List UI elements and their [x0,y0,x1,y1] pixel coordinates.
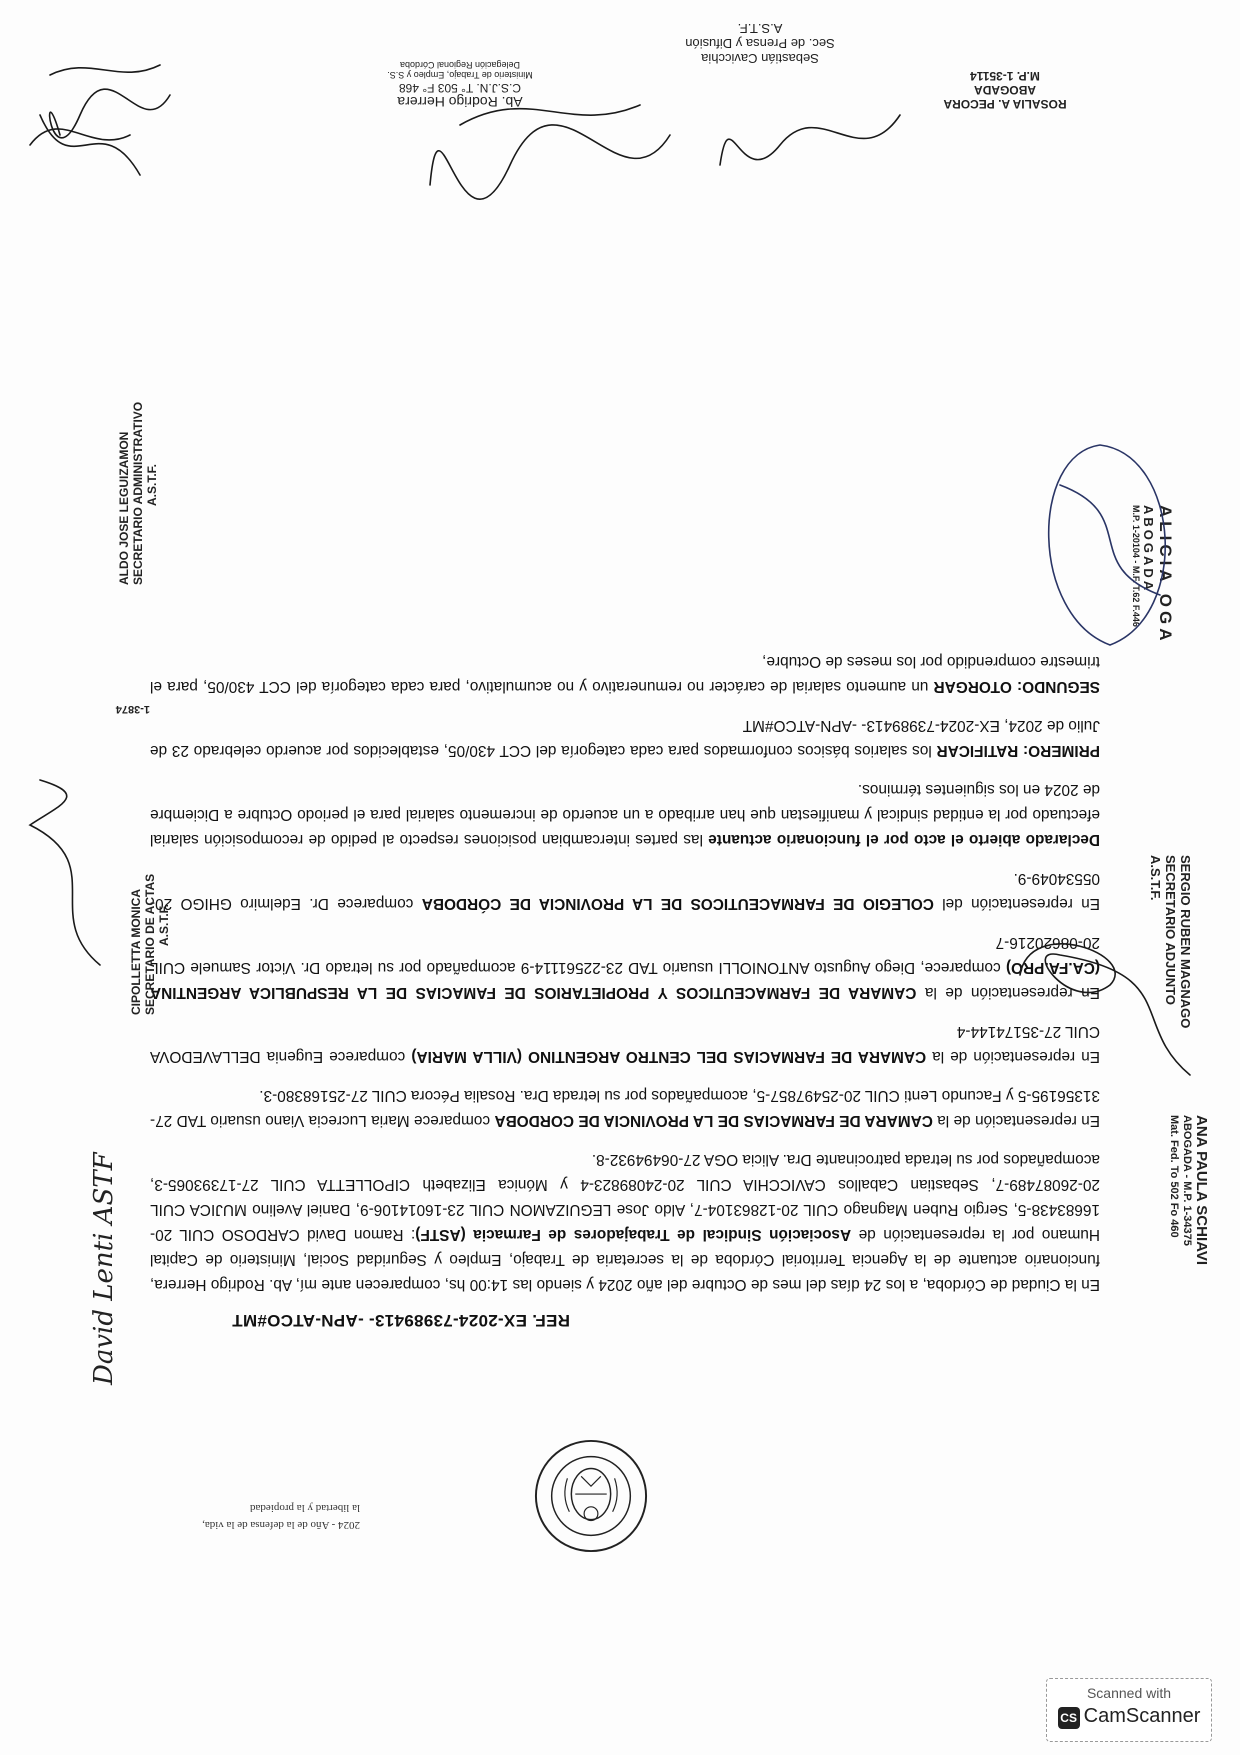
stamp-cipolletta: CIPOLLETTA MONICA SECRETARIO DE ACTAS A.S.T.F. [129,873,171,1015]
margin-note: 1-3874 [115,703,150,715]
paragraph-6: Declarado abierto el acto por el funcionario actuante las partes intercambian posiciones respecto al pedido de recomposición salarial efectuado por la entidad sindical y manifiestan que han arribado a un acuerdo de incremento salarial para el periodo Octubre a Diciembre de 2024 en los siguientes términos. [150,781,1100,848]
paragraph-5: En representación del COLEGIO DE FARMACEUTICOS DE LA PROVINCIA DE CÓRDOBA comparece Dr. Edelmiro GHIGO 20-05534049-9. [149,870,1100,912]
signature-left-margin [10,775,120,975]
stamp-cavicchia: Sebastián Cavicchia Sec. de Prensa y Difusión A.S.T.F. [685,21,835,66]
paragraph-1: En la Ciudad de Córdoba, a los 24 días del mes de Octubre del año 2024 y siendo las 14:00 hs, comparecen ante mí, Ab. Rodrigo Herrera, funcionario actuante de la Agencia Territorial Córdoba de la secretaria de Trabajo, Empleo y Seguridad Social, Ministerio de Capital Humano por la representación de Asociación Sindical de Trabajadores de Farmacia (ASTF): Ramon David CARDOSO CUIL 20-16683438-5, Sergio Ruben Magnago CUIL 20-12863104-7, Aldo Jose LEGUIZAMON CUIL 23-16014106-9, Daniel Avelino MUJICA CUIL 20-26087489-7, Sebastian Caballos CAVICCHIA CUIL 20-24089823-4 y Mónica Elizabeth CIPOLLETTA CUIL 27-17393065-3, acompañados por su letrada patrocinante Dra. Alicia OGA 27-06494932-8. [150,1151,1100,1293]
motto-line-2: la libertad y la propiedad [250,1502,360,1515]
paragraph-2: En representación de la CAMARA DE FARMACIAS DE LA PROVINCIA DE CORDOBA comparece Maria Lucrecia Viano usuario TAD 27-31356195-5 y Facundo Lenti CUIL 20-25497857-5, acompañados por su letrada Dra. Rosalia Pécora CUIL 27-25168380-3. [150,1087,1100,1129]
camscanner-logo-icon: CS [1058,1707,1080,1729]
handwritten-names: David Lenti ASTF [89,1152,119,1385]
watermark-line-1: Scanned with [1086,1685,1172,1701]
signature-oga [1020,425,1200,655]
paragraph-4: En representación de la CAMARA DE FARMACEUTICOS Y PROPIETARIOS DE FAMACIAS DE LA RESPUBLICA ARGENTINA (CA.FA.PRO) comparece, Diego Augusto ANTONIOLLI usuario TAD 23-22561114-9 acompañado por su letrado Dr. Victor Samuele CUIL 20-08620216-7 [150,934,1100,1001]
stamp-schiavi: ANA PAULA SCHIAVI ABOGADA - M.P. 1-34375 Mat. Fed. To 502 Fo 460 [1168,1115,1210,1265]
watermark-line-2: CamScanner [1083,1705,1201,1727]
stamp-herrera: Ab. Rodrigo Herrera C.S.J.N. T° 503 F° 468 Ministerio de Trabajo, Empleo y S.S. Delegación Regional Córdoba [387,59,533,110]
signature-bottom-right [20,85,160,195]
paragraph-7: PRIMERO: RATIFICAR los salarios básicos conformados para cada categoría del CCT 430/05, establecidos por acuerdo celebrado 23 de Julio de 2024, EX-2024-73989413- -APN-ATCO#MT [149,717,1100,759]
year-motto [202,1500,360,1533]
reference-number: REF. EX-2024-73989413- -APN-ATCO#MT [231,1311,570,1330]
stamp-magnago: SERGIO RUBEN MAGNAGO SECRETARIO ADJUNTO A.S.T.F. [1148,855,1193,1029]
stamp-pecora: ROSALIA A. PECORA ABOGADA M.P. 1-35114 [943,69,1067,111]
camscanner-watermark [1046,1678,1212,1742]
motto-line-1: 2024 - Año de la defensa de la vida, [202,1519,360,1531]
stamp-leguizamon: ALDO JOSE LEGUIZAMON SECRETARIO ADMINISTRATIVO A.S.T.F. [117,401,159,585]
paragraph-8: SEGUNDO: OTORGAR un aumento salarial de carácter no remunerativo y no acumulativo, para cada categoría del CCT 430/05, para el trimestre comprendido por los meses de Octubre, [150,653,1100,695]
ministry-seal-icon [532,1437,650,1555]
signature-bottom-left [710,75,910,195]
document-body [150,635,1100,1297]
signature-herrera [420,55,680,225]
paragraph-3: En representación de la CAMARA DE FARMACIAS DEL CENTRO ARGENTINO (VILLA MARIA) comparece Eugenia DELLAVEDOVA CUIL 27-35174144-4 [149,1023,1100,1065]
signature-magnago [1000,895,1220,1095]
stamp-oga: ALICIA OGA ABOGADA M.P. 1-20104 - M.F. T.62 F.446 [1130,505,1175,645]
